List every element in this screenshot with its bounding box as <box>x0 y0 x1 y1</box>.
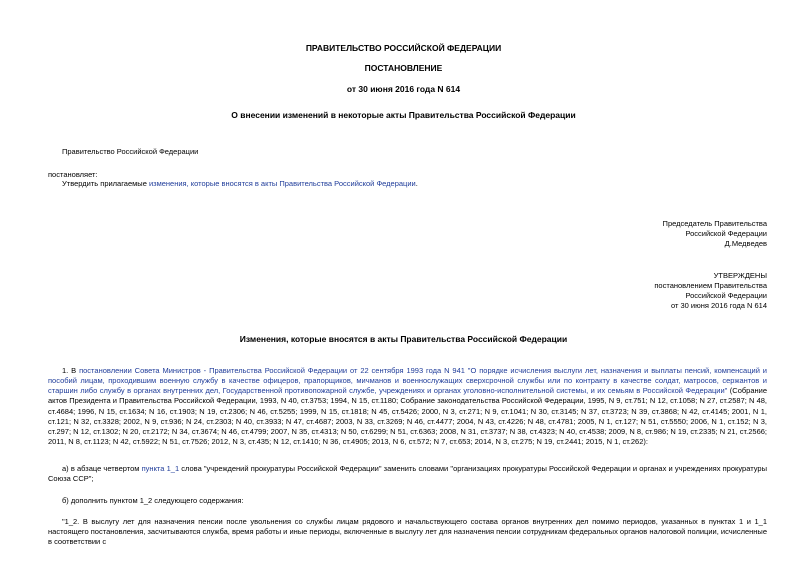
signature-name: Д.Медведев <box>724 239 767 249</box>
decree-941-link[interactable]: постановлении Совета Министров - Правительства Российской Федерации от 22 сентября 1993 года N 941 "О порядке исчисления выслуги лет, назначения и выплаты пенсий, компенсаций и пособий лицам, проходившим военную службу в качестве офицеров, прапорщиков, мичманов и военнослужащих сверхсрочной службы или по контракту в качестве солдат, матросов, сержантов и старшин либо службу в органах внутренних дел, Государственной противопожарной службе, учреждениях и органах уголовно-исполнительной системы, и их семьям в Российской Федерации" <box>48 366 767 396</box>
item-a-paragraph <box>48 464 767 484</box>
approved-block <box>654 271 767 312</box>
item-a-rest: слова "учреждений прокуратуры Российской Федерации" заменить словами "организациях прокуратуры Российской Федерации и органах и учреждениях прокуратуры Союза ССР"; <box>48 464 767 484</box>
changes-link[interactable]: изменения, которые вносятся в акты Правительства Российской Федерации <box>148 179 416 188</box>
preamble-approve <box>62 179 418 189</box>
item-b-paragraph: б) дополнить пунктом 1_2 следующего содержания: <box>62 496 244 505</box>
item-1-prefix: 1. В <box>62 366 80 375</box>
approved-line-1: УТВЕРЖДЕНЫ <box>713 271 767 280</box>
approved-line-2: постановлением Правительства <box>654 281 767 291</box>
org-heading: ПРАВИТЕЛЬСТВО РОССИЙСКОЙ ФЕДЕРАЦИИ <box>305 43 502 53</box>
doc-title: О внесении изменений в некоторые акты Правительства Российской Федерации <box>231 110 576 120</box>
item-a-prefix: а) в абзаце четвертом <box>62 464 142 473</box>
signature-line-2: Российской Федерации <box>685 229 767 239</box>
signature-line-1: Председатель Правительства <box>662 219 767 228</box>
item-1-paragraph <box>48 366 767 447</box>
approved-line-4: от 30 июня 2016 года N 614 <box>670 301 767 311</box>
approved-line-3: Российской Федерации <box>685 291 767 301</box>
point-1-1-link[interactable]: пункта 1_1 <box>141 464 180 473</box>
item-quote-paragraph: "1_2. В выслугу лет для назначения пенсии после увольнения со службы лицам рядового и начальствующего состава органов внутренних дел помимо периодов, указанных в пунктах 1 и 1_1 настоящего постановления, засчитываются служба, время работы и иные периоды, включенные в выслугу лет для назначения пенсии сотрудникам федеральных органов налоговой полиции, исчисленные в соответствии с <box>48 517 767 547</box>
doc-type-heading: ПОСТАНОВЛЕНИЕ <box>364 63 443 73</box>
changes-title: Изменения, которые вносятся в акты Правительства Российской Федерации <box>239 334 568 344</box>
preamble-government: Правительство Российской Федерации <box>62 147 199 156</box>
doc-date: от 30 июня 2016 года N 614 <box>346 84 461 94</box>
approve-prefix: Утвердить прилагаемые <box>62 179 149 188</box>
preamble-decrees: постановляет: <box>48 170 98 179</box>
signature-block <box>663 219 767 249</box>
approve-suffix: . <box>415 179 418 188</box>
item-1-rest: (Собрание актов Президента и Правительства Российской Федерации, 1993, N 40, ст.3753; 1994, N 15, ст.1180; Собрание законодательства Российской Федерации, 1995, N 9, ст.751; N 12, ст.1058; N 27, ст.2587; N 48, ст.4684; 1996, N 15, ст.1634; N 16, ст.1903; N 19, ст.2306; N 46, ст.5255; 1999, N 15, ст.1818; N 45, ст.5426; 2000, N 3, ст.271; N 9, ст.1041; N 30, ст.3145; N 37, ст.3723; N 39, ст.3868; N 42, ст.4145; 2001, N 1, ст.121; N 32, ст.3328; 2002, N 9, ст.936; N 24, ст.2303; N 40, ст.3933; N 47, ст.4687; 2003, N 33, ст.3269; N 46, ст.4477; 2004, N 43, ст.4226; N 48, ст.4781; 2005, N 1, ст.127; N 51, ст.5550; 2006, N 1, ст.152; N 3, ст.297; N 12, ст.1302; N 20, ст.2172; N 34, ст.3674; N 46, ст.4799; 2007, N 35, ст.4313; N 50, ст.6299; N 51, ст.6363; 2008, N 31, ст.3737; N 38, ст.4323; N 40, ст.4538; 2009, N 8, ст.986; N 19, ст.2335; N 21, ст.2566; 2011, N 8, ст.1123; N 42, ст.5922; N 51, ст.7526; 2012, N 3, ст.435; N 12, ст.1410; N 36, ст.4905; 2013, N 6, ст.572; N 7, ст.653; 2014, N 3, ст.275; N 19, ст.2441; 2015, N 1, ст.262): <box>48 386 768 446</box>
